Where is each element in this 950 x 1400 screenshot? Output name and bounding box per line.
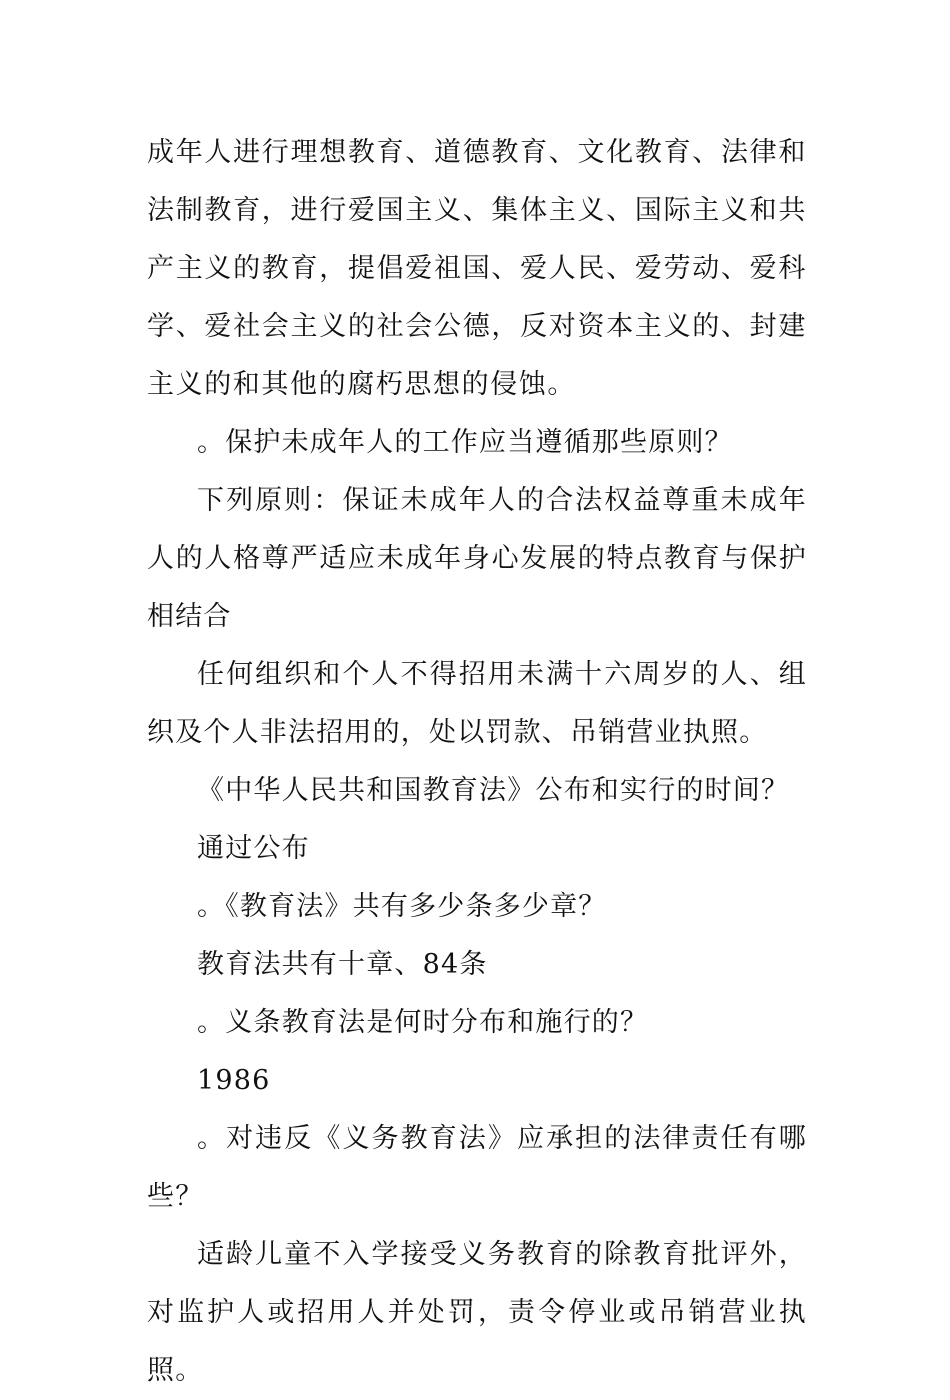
document-body — [147, 124, 807, 1400]
answer-education-law-articles: 教育法共有十章、84条 — [197, 949, 488, 980]
answer-protection-principles: 下列原则：保证未成年人的合法权益尊重未成年人的人格尊严适应未成年身心发展的特点教育与保护相结合 — [147, 485, 807, 632]
paragraph-child-labor: 任何组织和个人不得招用未满十六周岁的人、组织及个人非法招用的，处以罚款、吊销营业执照。 — [147, 659, 807, 748]
answer-compulsory-education-date: 1986 — [197, 1065, 271, 1096]
paragraph-moral-education: 成年人进行理想教育、道德教育、文化教育、法律和法制教育，进行爱国主义、集体主义、国际主义和共产主义的教育，提倡爱祖国、爱人民、爱劳动、爱科学、爱社会主义的社会公德，反对资本主义的、封建主义的和其他的腐朽思想的侵蚀。 — [147, 137, 807, 400]
answer-education-law-date: 通过公布 — [197, 833, 310, 864]
question-legal-liability: 。对违反《义务教育法》应承担的法律责任有哪些？ — [147, 1123, 807, 1212]
answer-legal-liability: 适龄儿童不入学接受义务教育的除教育批评外，对监护人或招用人并处罚，责令停业或吊销营业执照。 — [147, 1239, 807, 1386]
question-education-law-date: 《中华人民共和国教育法》公布和实行的时间？ — [197, 775, 790, 806]
question-compulsory-education-date: 。义条教育法是何时分布和施行的？ — [197, 1007, 649, 1038]
question-protection-principles: 。保护未成年人的工作应当遵循那些原则？ — [197, 427, 733, 458]
question-education-law-articles: 。《教育法》共有多少条多少章？ — [197, 891, 607, 922]
